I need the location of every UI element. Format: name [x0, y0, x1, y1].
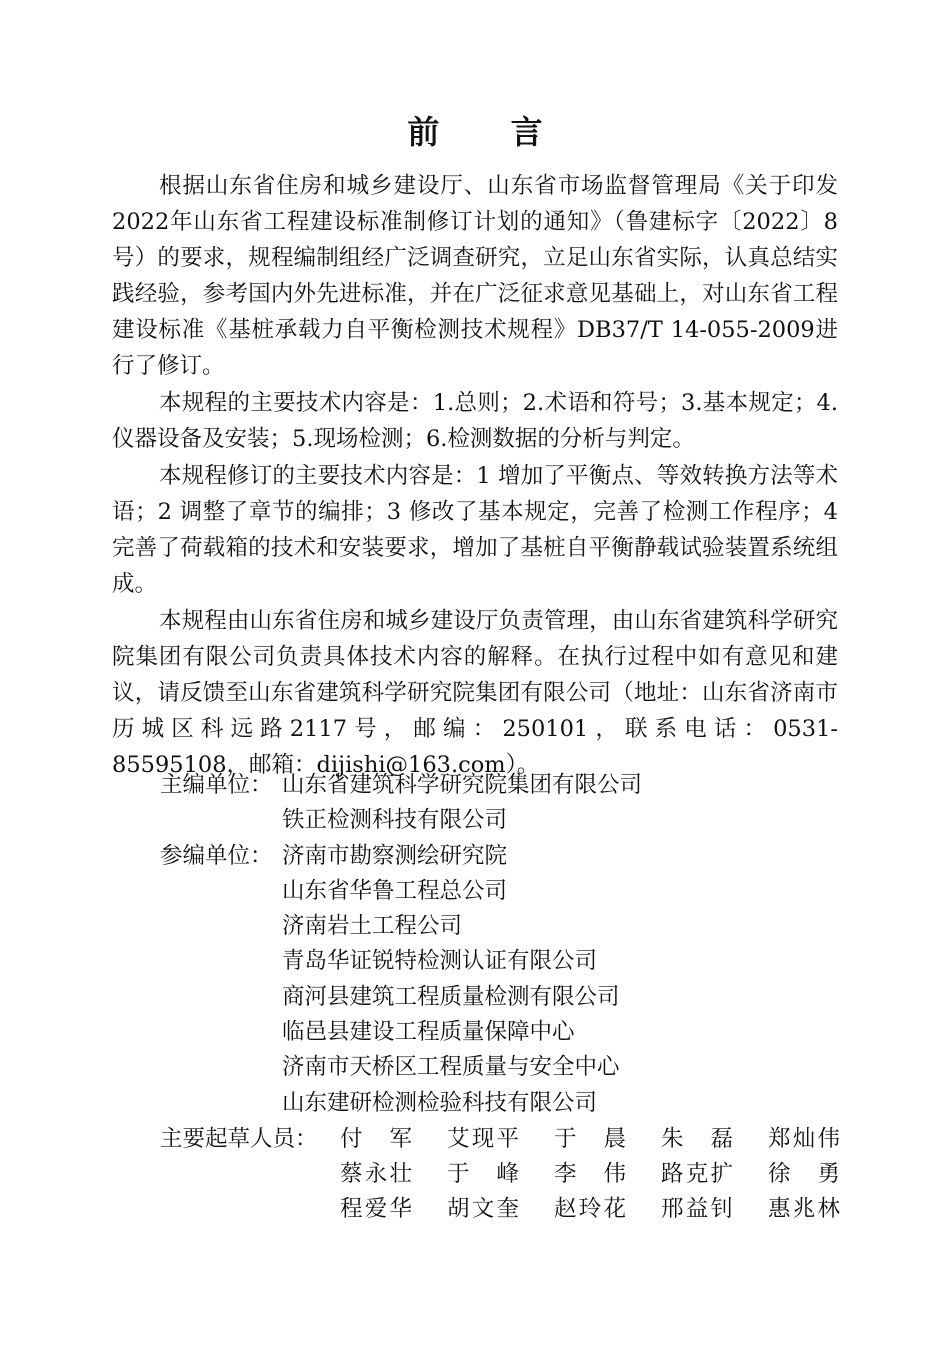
participating-unit: 济南市勘察测绘研究院 — [282, 842, 508, 869]
participating-unit-row — [160, 874, 642, 909]
chief-unit: 铁正检测科技有限公司 — [282, 807, 508, 834]
participating-unit: 山东省华鲁工程总公司 — [282, 877, 508, 904]
participating-unit-row — [160, 944, 642, 979]
drafter-row — [160, 1157, 840, 1192]
participating-unit: 济南市天桥区工程质量与安全中心 — [282, 1054, 620, 1081]
drafter-name: 于晨 — [554, 1126, 626, 1152]
drafter-row — [160, 1122, 840, 1157]
participating-unit-row — [160, 980, 642, 1015]
paragraph-background: 根据山东省住房和城乡建设厅、山东省市场监督管理局《关于印发2022年山东省工程建设标准制修订计划的通知》（鲁建标字〔2022〕8号）的要求，规程编制组经广泛调查研究，立足山东省实际，认真总结实践经验，参考国内外先进标准，并在广泛征求意见基础上，对山东省工程建设标准《基桩承载力自平衡检测技术规程》DB37/T 14-055-2009进行了修订。 — [112, 173, 838, 379]
chief-unit-row — [160, 803, 642, 838]
paragraph-management: 本规程由山东省住房和城乡建设厅负责管理，由山东省建筑科学研究院集团有限公司负责具体技术内容的解释。在执行过程中如有意见和建议，请反馈至山东省建筑科学研究院集团有限公司（地址：山东省济南市历城区科远路2117号，邮编：250101，联系电话：0531-85595108，邮箱：dijishi@163.com）。 — [112, 608, 838, 778]
drafter-name: 郑灿伟 — [768, 1126, 840, 1152]
paragraph-main-content: 本规程的主要技术内容是：1.总则；2.术语和符号；3.基本规定；4.仪器设备及安装；5.现场检测；6.检测数据的分析与判定。 — [112, 390, 838, 452]
drafter-name: 徐勇 — [768, 1161, 840, 1187]
drafter-name: 艾现平 — [447, 1126, 519, 1152]
drafter-name: 朱磊 — [661, 1126, 733, 1152]
participating-unit-row — [160, 909, 642, 944]
drafter-name: 路克扩 — [661, 1161, 733, 1187]
chief-unit: 山东省建筑科学研究院集团有限公司 — [282, 772, 643, 798]
drafter-name: 程爱华 — [340, 1196, 412, 1222]
drafters-section — [160, 1122, 840, 1227]
participating-unit-row — [160, 839, 642, 874]
page-title: 前 言 — [407, 113, 573, 151]
drafter-name: 于峰 — [447, 1161, 519, 1187]
participating-unit: 青岛华证锐特检测认证有限公司 — [282, 948, 598, 975]
chief-unit-row — [160, 768, 642, 803]
drafter-name: 赵玲花 — [554, 1196, 626, 1222]
participating-unit-row — [160, 1015, 642, 1050]
participating-unit-row — [160, 1086, 642, 1121]
participating-unit-row — [160, 1050, 642, 1085]
drafter-name: 惠兆林 — [768, 1196, 840, 1222]
participating-unit: 济南岩土工程公司 — [282, 913, 463, 940]
drafter-name: 蔡永壮 — [340, 1161, 412, 1187]
participating-unit: 山东建研检测检验科技有限公司 — [282, 1089, 598, 1116]
paragraph-revision-content: 本规程修订的主要技术内容是：1 增加了平衡点、等效转换方法等术语；2 调整了章节的编排；3 修改了基本规定，完善了检测工作程序；4 完善了荷载箱的技术和安装要求，增加了基桩自平衡静载试验装置系统组成。 — [112, 463, 838, 597]
preface-body — [112, 168, 838, 783]
drafter-name: 付军 — [340, 1126, 412, 1152]
drafter-name: 邢益钊 — [661, 1196, 733, 1222]
participating-unit: 商河县建筑工程质量检测有限公司 — [282, 983, 620, 1010]
drafter-row — [160, 1192, 840, 1227]
units-section — [160, 768, 642, 1121]
drafters-label: 主要起草人员： — [160, 1126, 318, 1152]
participating-units-label: 参编单位： — [160, 842, 273, 869]
chief-units-label: 主编单位： — [160, 772, 273, 798]
participating-unit: 临邑县建设工程质量保障中心 — [282, 1019, 575, 1046]
drafter-name: 李伟 — [554, 1161, 626, 1187]
drafter-name: 胡文奎 — [447, 1196, 519, 1222]
